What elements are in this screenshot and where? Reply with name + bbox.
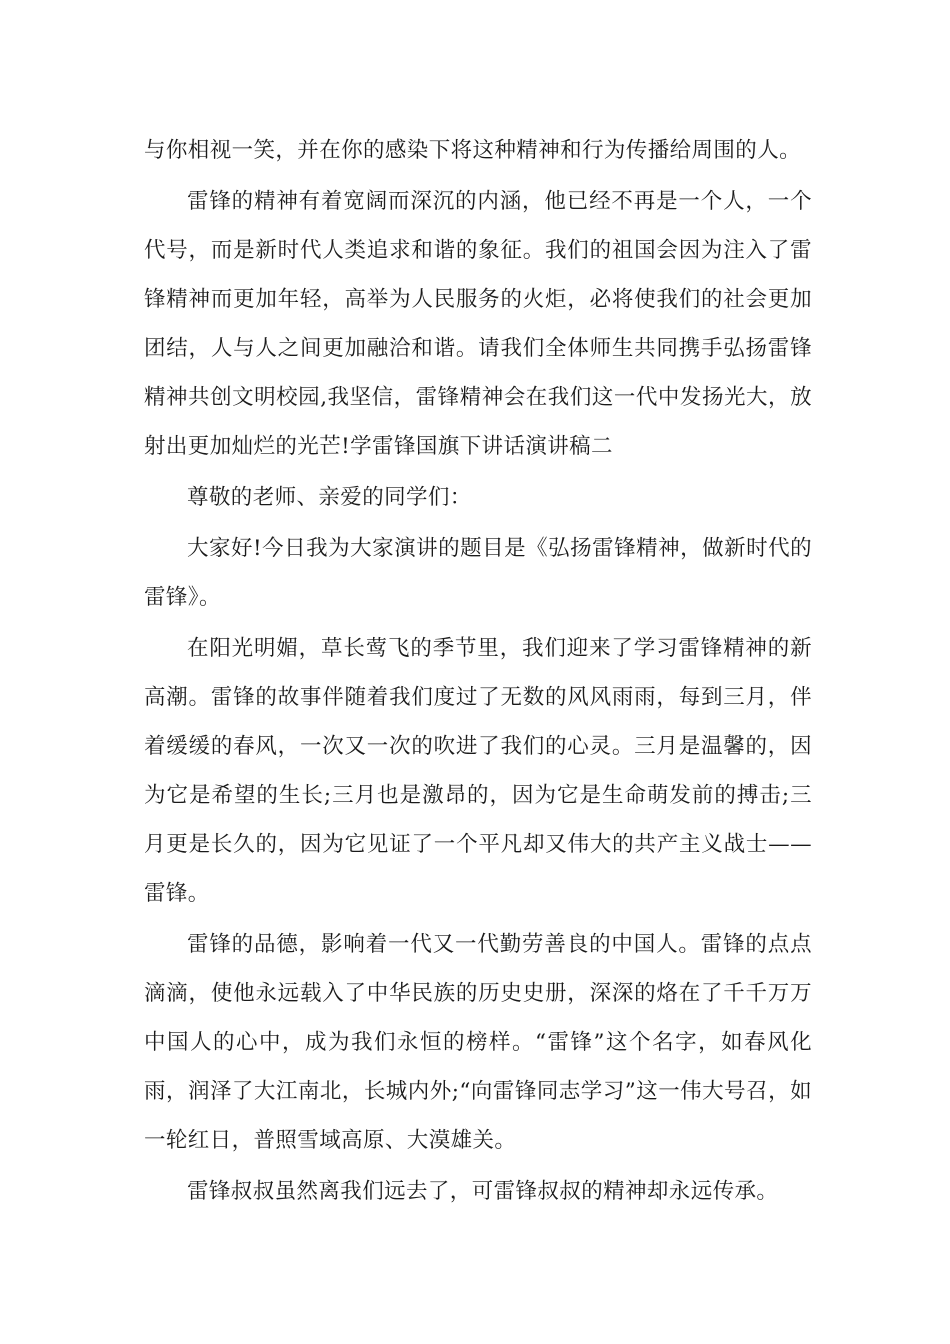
- paragraph-1: 与你相视一笑，并在你的感染下将这种精神和行为传播给周围的人。: [144, 138, 802, 163]
- paragraph-7: 雷锋叔叔虽然离我们远去了，可雷锋叔叔的精神却永远传承。: [187, 1179, 779, 1204]
- paragraph-5: 在阳光明媚，草长莺飞的季节里，我们迎来了学习雷锋精神的新高潮。雷锋的故事伴随着我们度过了无数的风风雨雨，每到三月，伴着缓缓的春风，一次又一次的吹进了我们的心灵。三月是温馨的，因为它是希望的生长;三月也是激昂的，因为它是生命萌发前的搏击;三月更是长久的，因为它见证了一个平凡却又伟大的共产主义战士——雷锋。: [144, 636, 812, 906]
- paragraph-3: 尊敬的老师、亲爱的同学们：: [187, 485, 472, 510]
- paragraph-2: 雷锋的精神有着宽阔而深沉的内涵，他已经不再是一个人，一个代号，而是新时代人类追求和谐的象征。我们的祖国会因为注入了雷锋精神而更加年轻，高举为人民服务的火炬，必将使我们的社会更加团结，人与人之间更加融洽和谐。请我们全体师生共同携手弘扬雷锋精神共创文明校园,我坚信，雷锋精神会在我们这一代中发扬光大，放射出更加灿烂的光芒!学雷锋国旗下讲话演讲稿二: [144, 189, 812, 459]
- paragraph-4: 大家好!今日我为大家演讲的题目是《弘扬雷锋精神，做新时代的雷锋》。: [144, 536, 812, 610]
- document-body: [144, 126, 812, 1218]
- paragraph-6: 雷锋的品德，影响着一代又一代勤劳善良的中国人。雷锋的点点滴滴，使他永远载入了中华民族的历史史册，深深的烙在了千千万万中国人的心中，成为我们永恒的榜样。“雷锋”这个名字，如春风化雨，润泽了大江南北，长城内外;“向雷锋同志学习”这一伟大号召，如一轮红日，普照雪域高原、大漠雄关。: [144, 932, 812, 1153]
